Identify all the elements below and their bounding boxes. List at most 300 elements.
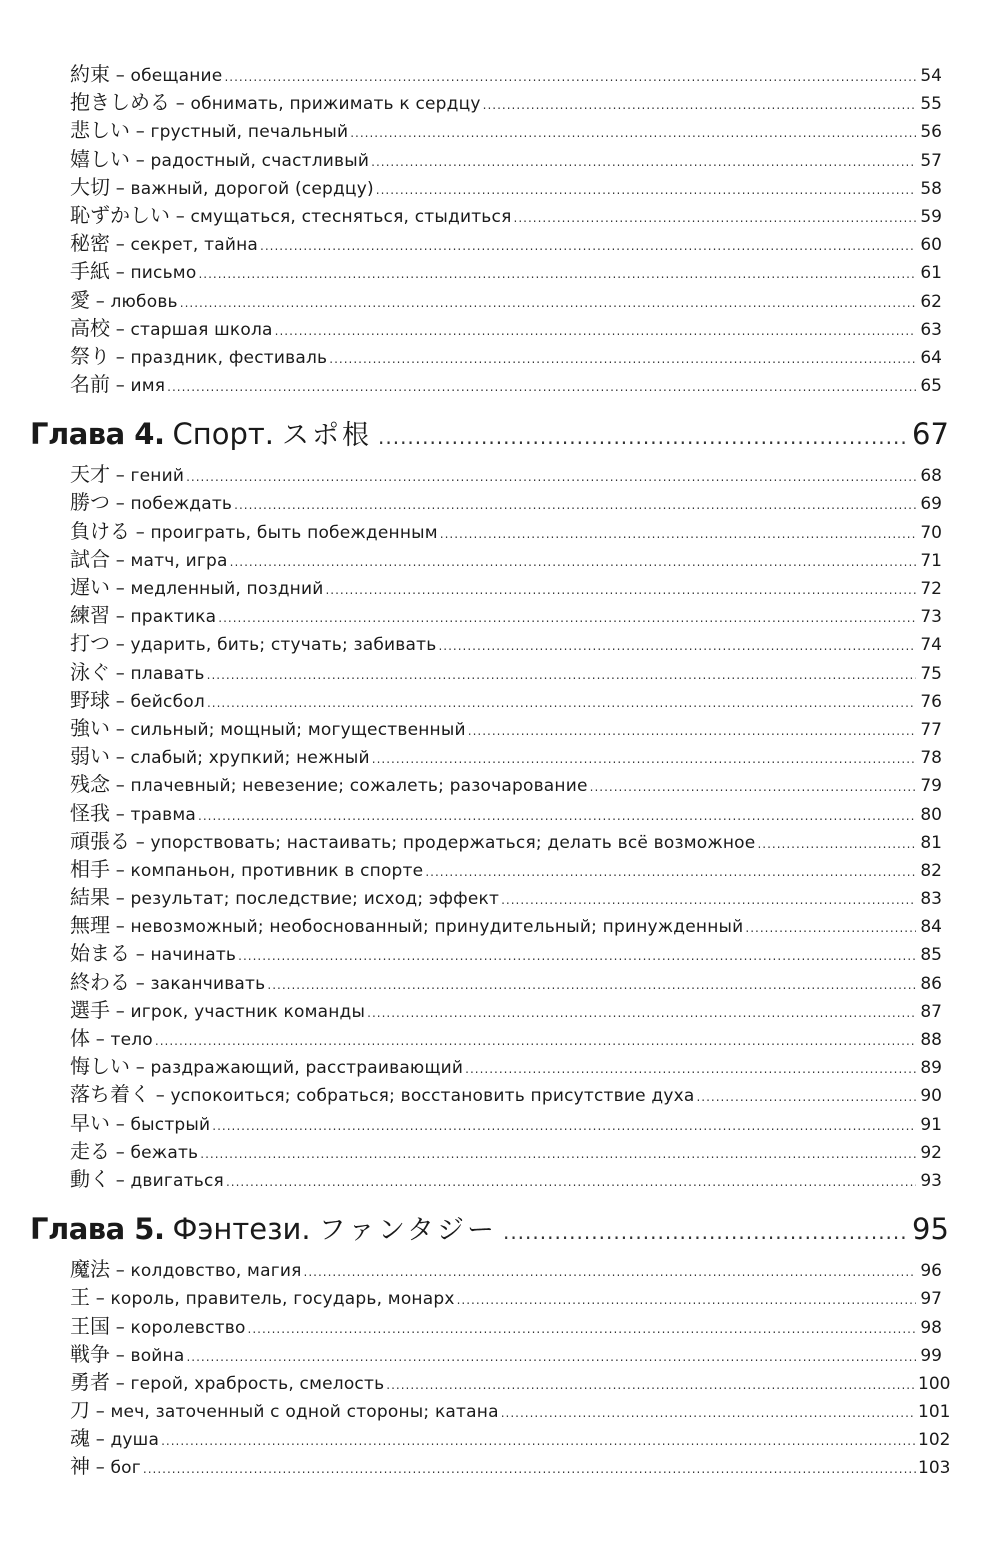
entry-page-number: 77 [920, 719, 942, 740]
entry-japanese-term: 秘密 [70, 231, 110, 256]
dash: – [115, 65, 125, 86]
entry-translation: травма [130, 804, 197, 825]
entry-translation: королевство [130, 1317, 246, 1338]
dash: – [95, 290, 105, 312]
dash: – [115, 1260, 125, 1282]
entry-page-number: 62 [920, 291, 942, 312]
entry-japanese-term: 悲しい [70, 118, 130, 143]
entry-japanese-term: 大切 [70, 174, 110, 199]
dot-leader [457, 1286, 916, 1314]
dot-leader [198, 260, 916, 288]
entry-separator [110, 801, 130, 829]
chapter-label: Глава 4. [30, 417, 165, 452]
dot-leader [224, 63, 916, 91]
entry-translation: старшая школа [130, 319, 273, 340]
dot-leader [180, 289, 916, 317]
entry-japanese-term: 結果 [70, 885, 110, 910]
entry-japanese-term: 練習 [70, 603, 110, 628]
dot-leader [161, 1427, 916, 1455]
dash: – [115, 606, 125, 628]
entry-japanese-term: 祭り [70, 343, 110, 368]
entry-page-number: 58 [920, 178, 942, 199]
entry-translation: практика [130, 607, 217, 628]
entry-japanese-term: 高校 [70, 315, 110, 340]
dot-leader [304, 1258, 916, 1286]
entry-japanese-term: 王国 [70, 1313, 110, 1338]
dash: – [115, 775, 125, 797]
entry-translation: ударить, бить; стучать; забивать [130, 635, 437, 656]
toc-entry[interactable] [70, 686, 942, 714]
dot-leader [167, 373, 916, 401]
dash: – [115, 690, 125, 712]
toc-entry[interactable] [70, 1312, 942, 1340]
dot-leader [386, 1371, 916, 1399]
entry-separator [110, 490, 130, 518]
entry-japanese-term: 走る [70, 1138, 110, 1163]
entry-translation: радостный, счастливый [150, 150, 370, 171]
entry-separator [130, 829, 150, 857]
entry-japanese-term: 愛 [70, 287, 90, 312]
entry-separator [110, 716, 130, 744]
dot-leader [207, 689, 916, 717]
dash: – [135, 831, 145, 853]
dash: – [115, 578, 125, 599]
entry-page-number: 75 [920, 663, 942, 684]
entry-translation: результат; последствие; исход; эффект [130, 889, 500, 910]
entry-japanese-term: 王 [70, 1285, 90, 1310]
dash: – [115, 916, 125, 938]
toc-entry[interactable] [70, 1396, 951, 1424]
entry-separator [130, 118, 150, 146]
dot-leader [501, 1399, 916, 1427]
entry-japanese-term: 無理 [70, 913, 110, 938]
entry-japanese-term: 手紙 [70, 259, 110, 284]
entry-translation: гений [130, 466, 185, 487]
dash: – [115, 1344, 125, 1366]
entry-separator [110, 259, 130, 287]
dot-leader [465, 1055, 916, 1083]
toc-entry[interactable] [70, 201, 942, 229]
dot-leader [371, 148, 916, 176]
dot-leader [248, 1315, 916, 1343]
entry-page-number: 84 [920, 917, 942, 938]
entry-translation: душа [110, 1430, 160, 1451]
entry-separator [110, 1342, 130, 1370]
chapter-page-number: 67 [912, 417, 949, 452]
dash: – [175, 205, 185, 227]
entry-separator [110, 885, 130, 913]
chapter-heading[interactable] [30, 412, 949, 456]
entry-page-number: 76 [920, 691, 942, 712]
entry-japanese-term: 相手 [70, 856, 110, 881]
entry-page-number: 79 [920, 776, 942, 797]
entry-page-number: 90 [920, 1086, 942, 1107]
dot-leader [143, 1455, 916, 1483]
toc-entry[interactable] [70, 314, 942, 342]
toc-entry[interactable] [70, 996, 942, 1024]
entry-translation: письмо [130, 263, 197, 284]
dot-leader [260, 232, 916, 260]
chapter-title: Спорт. [172, 417, 274, 452]
dash: – [115, 177, 125, 199]
dash: – [115, 1316, 125, 1338]
entry-separator [90, 1398, 110, 1426]
entry-page-number: 61 [920, 263, 942, 284]
entry-separator [90, 288, 110, 316]
dash: – [115, 634, 125, 656]
toc-entry[interactable] [70, 88, 942, 116]
entry-page-number: 64 [920, 347, 942, 368]
entry-separator [110, 316, 130, 344]
entry-page-number: 88 [920, 1030, 942, 1050]
entry-japanese-term: 打つ [70, 631, 110, 656]
dash: – [135, 121, 145, 143]
dash: – [115, 1000, 125, 1022]
chapter-title: Фэнтези. [172, 1212, 311, 1247]
entry-separator [90, 1426, 110, 1454]
toc-entry[interactable] [70, 855, 942, 883]
toc-entry[interactable] [70, 1368, 951, 1396]
toc-entry[interactable] [70, 1052, 942, 1080]
toc-entry[interactable] [70, 799, 942, 827]
toc-entry[interactable] [70, 968, 942, 996]
entry-separator [110, 344, 130, 372]
dash: – [115, 234, 125, 256]
dash: – [115, 465, 125, 487]
dot-leader [212, 1112, 916, 1140]
chapter-heading[interactable] [30, 1207, 949, 1251]
entry-separator [110, 547, 130, 575]
dash: – [115, 262, 125, 284]
toc-entry[interactable] [70, 629, 942, 657]
entry-separator [90, 1026, 110, 1054]
entry-translation: игрок, участник команды [130, 1001, 366, 1022]
toc-entry[interactable] [70, 1452, 951, 1480]
entry-page-number: 103 [918, 1458, 951, 1479]
entry-translation: медленный, поздний [130, 579, 324, 599]
entry-japanese-term: 始まる [70, 941, 130, 966]
entry-translation: обещание [130, 66, 223, 86]
entry-translation: побеждать [130, 494, 233, 515]
entry-page-number: 98 [920, 1317, 942, 1338]
entry-page-number: 81 [920, 832, 942, 853]
entry-separator [110, 1257, 130, 1285]
dot-leader [425, 858, 916, 886]
toc-entry[interactable] [70, 1283, 942, 1311]
entry-separator [170, 203, 190, 231]
entry-translation: заканчивать [150, 973, 266, 994]
entry-separator [110, 688, 130, 716]
entry-translation: колдовство, магия [130, 1261, 302, 1282]
dash: – [115, 888, 125, 910]
entry-japanese-term: 神 [70, 1454, 90, 1479]
entry-page-number: 54 [920, 66, 942, 86]
dash: – [115, 803, 125, 825]
entry-separator [90, 1454, 110, 1482]
dot-leader [186, 463, 916, 491]
entry-page-number: 69 [920, 494, 942, 515]
toc-entry[interactable] [70, 460, 942, 488]
entry-separator [110, 660, 130, 688]
toc-entry[interactable] [70, 1137, 942, 1165]
entry-translation: любовь [110, 291, 178, 312]
toc-entry[interactable] [70, 1340, 942, 1368]
dot-leader [230, 548, 916, 576]
entry-separator [130, 147, 150, 175]
dot-leader [367, 999, 916, 1027]
table-of-contents [30, 60, 951, 1481]
toc-entry[interactable] [70, 1424, 951, 1452]
dot-leader [200, 1140, 916, 1168]
entry-translation: быстрый [130, 1114, 211, 1135]
entry-translation: грустный, печальный [150, 122, 349, 143]
dot-leader [501, 886, 916, 914]
entry-japanese-term: 負ける [70, 518, 130, 543]
toc-entry[interactable] [70, 517, 942, 545]
entry-translation: проиграть, быть побежденным [150, 522, 438, 543]
dash: – [115, 375, 125, 397]
dot-leader [226, 1168, 916, 1196]
entry-separator [110, 575, 130, 603]
entry-separator [110, 744, 130, 772]
dash: – [115, 493, 125, 515]
entry-japanese-term: 名前 [70, 372, 110, 397]
entry-page-number: 55 [920, 94, 942, 115]
entry-separator [110, 62, 130, 90]
dash: – [135, 521, 145, 543]
toc-entry[interactable] [70, 488, 942, 516]
toc-entry[interactable] [70, 911, 942, 939]
entry-page-number: 89 [920, 1058, 942, 1079]
dash: – [135, 1057, 145, 1079]
entry-translation: матч, игра [130, 550, 228, 571]
entry-page-number: 101 [918, 1402, 951, 1423]
entry-separator [110, 1111, 130, 1139]
dash: – [115, 859, 125, 881]
chapter-label: Глава 5. [30, 1212, 165, 1247]
entry-separator [110, 998, 130, 1026]
entry-japanese-term: 抱きしめる [70, 90, 170, 115]
entry-translation: тело [110, 1030, 153, 1050]
toc-entry[interactable] [70, 883, 942, 911]
entry-page-number: 56 [920, 122, 942, 143]
toc-entry[interactable] [70, 827, 942, 855]
entry-translation: раздражающий, расстраивающий [150, 1058, 464, 1079]
toc-entry[interactable] [70, 658, 942, 686]
entry-japanese-term: 刀 [70, 1398, 90, 1423]
entry-japanese-term: 魂 [70, 1426, 90, 1451]
entry-translation: смущаться, стесняться, стыдиться [190, 206, 512, 227]
entry-page-number: 72 [920, 579, 942, 599]
dash: – [115, 318, 125, 340]
entry-japanese-term: 悔しい [70, 1054, 130, 1079]
entry-japanese-term: 残念 [70, 772, 110, 797]
entry-japanese-term: 魔法 [70, 1257, 110, 1282]
chapter-title-japanese: スポ根 [282, 420, 372, 452]
dash: – [115, 662, 125, 684]
entry-japanese-term: 早い [70, 1110, 110, 1135]
entry-separator [110, 1139, 130, 1167]
entry-japanese-term: 勝つ [70, 490, 110, 515]
dash: – [135, 972, 145, 994]
toc-entry[interactable] [70, 545, 942, 573]
toc-entry[interactable] [70, 573, 942, 601]
entry-separator [110, 1167, 130, 1195]
entry-page-number: 86 [920, 973, 942, 994]
toc-entry[interactable] [70, 229, 942, 257]
entry-page-number: 65 [920, 376, 942, 397]
dash: – [135, 944, 145, 966]
entry-translation: плачевный; невезение; сожалеть; разочарование [130, 776, 588, 797]
entry-translation: важный, дорогой (сердцу) [130, 178, 374, 199]
entry-separator [130, 941, 150, 969]
entry-translation: сильный; мощный; могущественный [130, 719, 466, 740]
toc-entry[interactable] [70, 1255, 942, 1283]
entry-japanese-term: 終わる [70, 969, 130, 994]
entry-translation: герой, храбрость, смелость [130, 1373, 385, 1394]
entry-japanese-term: 泳ぐ [70, 659, 110, 684]
toc-entry[interactable] [70, 1109, 942, 1137]
dash: – [115, 718, 125, 740]
entry-separator [110, 631, 130, 659]
entry-page-number: 70 [920, 522, 942, 543]
entry-japanese-term: 落ち着く [70, 1082, 150, 1107]
dash: – [95, 1288, 105, 1310]
dot-leader [234, 491, 916, 519]
entry-page-number: 83 [920, 889, 942, 910]
dot-leader [350, 119, 916, 147]
entry-page-number: 91 [920, 1114, 942, 1135]
entry-separator [170, 90, 190, 118]
entry-translation: упорствовать; настаивать; продержаться; делать всё возможное [150, 832, 756, 853]
toc-entry[interactable] [70, 145, 942, 173]
dot-leader [325, 576, 916, 604]
dot-leader [376, 176, 916, 204]
entry-translation: обнимать, прижимать к сердцу [190, 94, 481, 115]
toc-entry[interactable] [70, 1024, 942, 1052]
dot-leader [503, 1210, 906, 1254]
entry-page-number: 78 [920, 748, 942, 769]
chapter-page-number: 95 [912, 1212, 949, 1247]
entry-japanese-term: 動く [70, 1166, 110, 1191]
entry-page-number: 57 [920, 150, 942, 171]
entry-japanese-term: 強い [70, 715, 110, 740]
entry-japanese-term: 怪我 [70, 800, 110, 825]
entry-separator [110, 857, 130, 885]
entry-separator [110, 772, 130, 800]
dot-leader [267, 971, 916, 999]
dot-leader [238, 942, 916, 970]
toc-entry[interactable] [70, 173, 942, 201]
entry-separator [110, 462, 130, 490]
dash: – [115, 346, 125, 368]
entry-separator [110, 231, 130, 259]
toc-entry[interactable] [70, 770, 942, 798]
entry-translation: успокоиться; собраться; восстановить присутствие духа [170, 1086, 695, 1107]
toc-entry[interactable] [70, 1165, 942, 1193]
entry-page-number: 85 [920, 945, 942, 966]
dot-leader [438, 632, 916, 660]
dash: – [135, 149, 145, 171]
entry-separator [110, 913, 130, 941]
dash: – [115, 1113, 125, 1135]
entry-separator [150, 1082, 170, 1110]
entry-japanese-term: 勇者 [70, 1369, 110, 1394]
entry-japanese-term: 体 [70, 1026, 90, 1050]
dot-leader [198, 802, 916, 830]
dot-leader [372, 745, 916, 773]
dash: – [115, 747, 125, 769]
entry-japanese-term: 野球 [70, 687, 110, 712]
entry-translation: двигаться [130, 1170, 224, 1191]
dash: – [95, 1401, 105, 1423]
toc-entry[interactable] [70, 60, 942, 88]
entry-page-number: 82 [920, 860, 942, 881]
entry-page-number: 68 [920, 466, 942, 487]
entry-separator [110, 603, 130, 631]
dash: – [115, 1169, 125, 1191]
toc-entry[interactable] [70, 1080, 942, 1108]
entry-translation: слабый; хрупкий; нежный [130, 748, 370, 769]
dot-leader [329, 345, 916, 373]
entry-translation: невозможный; необоснованный; принудительный; принужденный [130, 917, 744, 938]
dash: – [115, 1141, 125, 1163]
dash: – [115, 549, 125, 571]
toc-entry[interactable] [70, 370, 942, 398]
dash: – [175, 93, 185, 115]
entry-translation: меч, заточенный с одной стороны; катана [110, 1402, 499, 1423]
toc-entry[interactable] [70, 714, 942, 742]
toc-entry[interactable] [70, 342, 942, 370]
entry-japanese-term: 弱い [70, 744, 110, 769]
dot-leader [207, 661, 916, 689]
toc-entry[interactable] [70, 286, 942, 314]
toc-entry[interactable] [70, 601, 942, 629]
dot-leader [275, 317, 916, 345]
entry-separator [130, 1054, 150, 1082]
entry-translation: бежать [130, 1142, 199, 1163]
toc-entry[interactable] [70, 742, 942, 770]
dot-leader [218, 604, 916, 632]
entry-page-number: 87 [920, 1001, 942, 1022]
entry-translation: компаньон, противник в спорте [130, 860, 424, 881]
entry-translation: праздник, фестиваль [130, 347, 328, 368]
entry-translation: начинать [150, 945, 237, 966]
dash: – [155, 1085, 165, 1107]
entry-translation: бейсбол [130, 691, 205, 712]
entry-translation: имя [130, 376, 166, 397]
entry-page-number: 99 [920, 1345, 942, 1366]
entry-page-number: 97 [920, 1289, 942, 1310]
entry-page-number: 71 [920, 550, 942, 571]
entry-separator [110, 1314, 130, 1342]
dot-leader [696, 1083, 916, 1111]
toc-entry[interactable] [70, 939, 942, 967]
entry-separator [110, 1370, 130, 1398]
entry-separator [110, 175, 130, 203]
toc-entry[interactable] [70, 116, 942, 144]
toc-entry[interactable] [70, 257, 942, 285]
dot-leader [440, 520, 916, 548]
entry-translation: король, правитель, государь, монарх [110, 1289, 455, 1310]
entry-page-number: 59 [920, 206, 942, 227]
dot-leader [514, 204, 916, 232]
entry-japanese-term: 戦争 [70, 1341, 110, 1366]
entry-japanese-term: 試合 [70, 546, 110, 571]
entry-page-number: 92 [920, 1142, 942, 1163]
entry-separator [130, 519, 150, 547]
dot-leader [590, 773, 916, 801]
